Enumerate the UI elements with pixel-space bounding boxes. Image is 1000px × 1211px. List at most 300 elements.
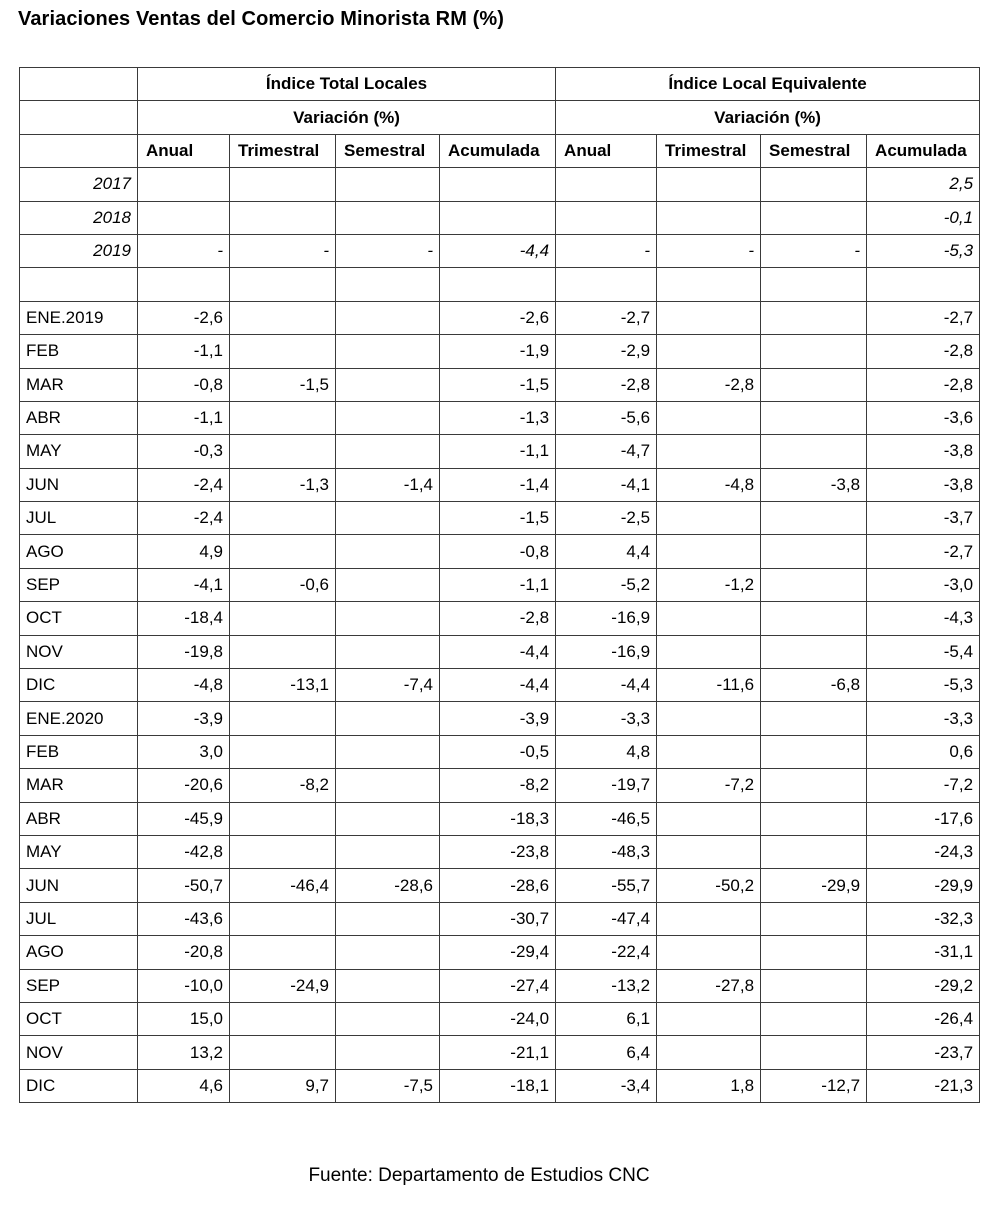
- month-row: [20, 835, 980, 868]
- column-header: Acumulada: [440, 134, 556, 167]
- value-cell: -27,8: [657, 969, 761, 1002]
- value-cell: [336, 902, 440, 935]
- value-cell: -29,4: [440, 936, 556, 969]
- value-cell: -4,8: [138, 669, 230, 702]
- value-cell: -50,2: [657, 869, 761, 902]
- value-cell: 6,1: [556, 1002, 657, 1035]
- value-cell: -24,0: [440, 1002, 556, 1035]
- column-header: Anual: [556, 134, 657, 167]
- row-label: DIC: [20, 669, 138, 702]
- value-cell: 2,5: [867, 168, 980, 201]
- column-header: Anual: [138, 134, 230, 167]
- value-cell: -4,4: [556, 669, 657, 702]
- row-label: OCT: [20, 1002, 138, 1035]
- value-cell: [761, 568, 867, 601]
- value-cell: -42,8: [138, 835, 230, 868]
- value-cell: [336, 635, 440, 668]
- value-cell: [657, 735, 761, 768]
- column-header: Acumulada: [867, 134, 980, 167]
- month-row: [20, 401, 980, 434]
- value-cell: [761, 1002, 867, 1035]
- month-row: [20, 702, 980, 735]
- row-label: MAR: [20, 769, 138, 802]
- column-header: Semestral: [761, 134, 867, 167]
- value-cell: [657, 902, 761, 935]
- value-cell: [230, 802, 336, 835]
- value-cell: -29,9: [761, 869, 867, 902]
- value-cell: [336, 1002, 440, 1035]
- value-cell: -47,4: [556, 902, 657, 935]
- value-cell: [336, 435, 440, 468]
- value-cell: -7,4: [336, 669, 440, 702]
- value-cell: -0,8: [440, 535, 556, 568]
- value-cell: -28,6: [336, 869, 440, 902]
- value-cell: [336, 535, 440, 568]
- value-cell: [761, 502, 867, 535]
- value-cell: -7,2: [657, 769, 761, 802]
- value-cell: -10,0: [138, 969, 230, 1002]
- value-cell: -7,2: [867, 769, 980, 802]
- header-corner: [20, 68, 138, 101]
- empty-cell: [440, 268, 556, 301]
- value-cell: -1,3: [440, 401, 556, 434]
- month-row: [20, 802, 980, 835]
- value-cell: [657, 1036, 761, 1069]
- value-cell: [230, 602, 336, 635]
- value-cell: [336, 702, 440, 735]
- value-cell: [336, 969, 440, 1002]
- value-cell: -3,7: [867, 502, 980, 535]
- value-cell: -46,4: [230, 869, 336, 902]
- value-cell: -1,5: [440, 368, 556, 401]
- row-label: FEB: [20, 335, 138, 368]
- empty-cell: [336, 268, 440, 301]
- value-cell: [761, 368, 867, 401]
- month-row: [20, 602, 980, 635]
- value-cell: -2,4: [138, 502, 230, 535]
- subgroup-header-local-equivalente: Variación (%): [556, 101, 980, 134]
- value-cell: [230, 1002, 336, 1035]
- value-cell: -2,8: [556, 368, 657, 401]
- row-label: AGO: [20, 936, 138, 969]
- value-cell: -16,9: [556, 635, 657, 668]
- page-title: Variaciones Ventas del Comercio Minorista RM (%): [18, 8, 505, 30]
- column-header: Trimestral: [657, 134, 761, 167]
- value-cell: -2,8: [440, 602, 556, 635]
- value-cell: [657, 435, 761, 468]
- value-cell: -2,7: [867, 301, 980, 334]
- value-cell: -23,7: [867, 1036, 980, 1069]
- row-label: 2017: [20, 168, 138, 201]
- value-cell: -22,4: [556, 936, 657, 969]
- value-cell: [230, 702, 336, 735]
- value-cell: [230, 502, 336, 535]
- value-cell: -32,3: [867, 902, 980, 935]
- month-row: [20, 635, 980, 668]
- value-cell: [761, 969, 867, 1002]
- value-cell: -8,2: [440, 769, 556, 802]
- value-cell: [230, 902, 336, 935]
- value-cell: -3,6: [867, 401, 980, 434]
- value-cell: [440, 168, 556, 201]
- value-cell: -3,3: [556, 702, 657, 735]
- value-cell: -2,6: [138, 301, 230, 334]
- value-cell: [761, 168, 867, 201]
- value-cell: [761, 301, 867, 334]
- value-cell: -21,1: [440, 1036, 556, 1069]
- value-cell: [336, 602, 440, 635]
- value-cell: 4,4: [556, 535, 657, 568]
- value-cell: [138, 168, 230, 201]
- row-label: SEP: [20, 969, 138, 1002]
- value-cell: [336, 802, 440, 835]
- header-corner: [20, 101, 138, 134]
- row-label: JUN: [20, 468, 138, 501]
- value-cell: -0,6: [230, 568, 336, 601]
- value-cell: [230, 201, 336, 234]
- value-cell: [230, 936, 336, 969]
- row-label: ENE.2020: [20, 702, 138, 735]
- value-cell: 6,4: [556, 1036, 657, 1069]
- row-label: DIC: [20, 1069, 138, 1102]
- value-cell: [761, 702, 867, 735]
- value-cell: [657, 335, 761, 368]
- value-cell: -16,9: [556, 602, 657, 635]
- value-cell: -4,1: [138, 568, 230, 601]
- value-cell: -55,7: [556, 869, 657, 902]
- value-cell: [556, 201, 657, 234]
- value-cell: [230, 535, 336, 568]
- month-row: [20, 435, 980, 468]
- value-cell: -2,9: [556, 335, 657, 368]
- value-cell: -43,6: [138, 902, 230, 935]
- empty-cell: [230, 268, 336, 301]
- value-cell: -1,4: [336, 468, 440, 501]
- value-cell: -3,4: [556, 1069, 657, 1102]
- value-cell: [336, 835, 440, 868]
- value-cell: [761, 435, 867, 468]
- value-cell: -11,6: [657, 669, 761, 702]
- month-row: [20, 368, 980, 401]
- value-cell: 4,9: [138, 535, 230, 568]
- value-cell: [230, 401, 336, 434]
- value-cell: -3,8: [761, 468, 867, 501]
- value-cell: -26,4: [867, 1002, 980, 1035]
- row-label: 2019: [20, 234, 138, 267]
- month-row: [20, 1069, 980, 1102]
- value-cell: -1,5: [440, 502, 556, 535]
- value-cell: -4,4: [440, 669, 556, 702]
- source-note: Fuente: Departamento de Estudios CNC: [308, 1165, 650, 1186]
- value-cell: 15,0: [138, 1002, 230, 1035]
- value-cell: [336, 769, 440, 802]
- value-cell: -45,9: [138, 802, 230, 835]
- value-cell: -1,1: [138, 401, 230, 434]
- value-cell: [761, 201, 867, 234]
- row-label: JUN: [20, 869, 138, 902]
- value-cell: 4,8: [556, 735, 657, 768]
- value-cell: [761, 635, 867, 668]
- value-cell: -: [761, 234, 867, 267]
- empty-cell: [867, 268, 980, 301]
- row-label: NOV: [20, 635, 138, 668]
- value-cell: -29,9: [867, 869, 980, 902]
- row-label: MAY: [20, 435, 138, 468]
- value-cell: -4,3: [867, 602, 980, 635]
- value-cell: [657, 702, 761, 735]
- value-cell: -18,3: [440, 802, 556, 835]
- value-cell: -0,1: [867, 201, 980, 234]
- value-cell: -1,1: [138, 335, 230, 368]
- value-cell: -46,5: [556, 802, 657, 835]
- empty-cell: [761, 268, 867, 301]
- row-label: NOV: [20, 1036, 138, 1069]
- value-cell: -19,7: [556, 769, 657, 802]
- value-cell: [230, 835, 336, 868]
- row-label: MAR: [20, 368, 138, 401]
- header-row-subgroups: [20, 101, 980, 134]
- value-cell: [657, 802, 761, 835]
- value-cell: -6,8: [761, 669, 867, 702]
- empty-cell: [556, 268, 657, 301]
- month-row: [20, 335, 980, 368]
- subgroup-header-total-locales: Variación (%): [138, 101, 556, 134]
- value-cell: [761, 1036, 867, 1069]
- value-cell: -27,4: [440, 969, 556, 1002]
- value-cell: -23,8: [440, 835, 556, 868]
- value-cell: [761, 835, 867, 868]
- value-cell: -20,6: [138, 769, 230, 802]
- value-cell: [336, 401, 440, 434]
- value-cell: -2,6: [440, 301, 556, 334]
- value-cell: -: [556, 234, 657, 267]
- value-cell: [657, 401, 761, 434]
- value-cell: [657, 635, 761, 668]
- year-row: [20, 168, 980, 201]
- value-cell: [336, 335, 440, 368]
- value-cell: [761, 902, 867, 935]
- value-cell: -8,2: [230, 769, 336, 802]
- column-header: Semestral: [336, 134, 440, 167]
- value-cell: -2,4: [138, 468, 230, 501]
- value-cell: [336, 502, 440, 535]
- value-cell: -20,8: [138, 936, 230, 969]
- value-cell: [761, 401, 867, 434]
- sales-variation-table: [19, 67, 980, 1103]
- value-cell: [230, 635, 336, 668]
- value-cell: -2,5: [556, 502, 657, 535]
- month-row: [20, 669, 980, 702]
- value-cell: -4,4: [440, 234, 556, 267]
- row-label: JUL: [20, 502, 138, 535]
- value-cell: -7,5: [336, 1069, 440, 1102]
- value-cell: [336, 168, 440, 201]
- value-cell: [230, 168, 336, 201]
- spacer-row: [20, 268, 980, 301]
- month-row: [20, 301, 980, 334]
- value-cell: -: [657, 234, 761, 267]
- value-cell: -2,8: [867, 335, 980, 368]
- value-cell: [230, 1036, 336, 1069]
- month-row: [20, 869, 980, 902]
- month-row: [20, 936, 980, 969]
- value-cell: [230, 301, 336, 334]
- value-cell: -0,5: [440, 735, 556, 768]
- value-cell: [657, 835, 761, 868]
- value-cell: -1,9: [440, 335, 556, 368]
- month-row: [20, 735, 980, 768]
- value-cell: [440, 201, 556, 234]
- value-cell: -1,2: [657, 568, 761, 601]
- month-row: [20, 969, 980, 1002]
- value-cell: -3,3: [867, 702, 980, 735]
- value-cell: -1,3: [230, 468, 336, 501]
- value-cell: -: [138, 234, 230, 267]
- month-row: [20, 1036, 980, 1069]
- empty-cell: [138, 268, 230, 301]
- value-cell: -17,6: [867, 802, 980, 835]
- value-cell: 9,7: [230, 1069, 336, 1102]
- value-cell: -3,8: [867, 435, 980, 468]
- value-cell: -0,3: [138, 435, 230, 468]
- value-cell: [761, 936, 867, 969]
- value-cell: -12,7: [761, 1069, 867, 1102]
- value-cell: 3,0: [138, 735, 230, 768]
- value-cell: -2,8: [657, 368, 761, 401]
- value-cell: -24,9: [230, 969, 336, 1002]
- value-cell: [138, 201, 230, 234]
- header-row-groups: [20, 68, 980, 101]
- value-cell: [761, 535, 867, 568]
- value-cell: [336, 568, 440, 601]
- value-cell: [230, 335, 336, 368]
- value-cell: [230, 735, 336, 768]
- month-row: [20, 769, 980, 802]
- value-cell: -1,4: [440, 468, 556, 501]
- month-row: [20, 502, 980, 535]
- value-cell: [336, 735, 440, 768]
- year-row: [20, 201, 980, 234]
- value-cell: [657, 936, 761, 969]
- row-label: ENE.2019: [20, 301, 138, 334]
- group-header-total-locales: Índice Total Locales: [138, 68, 556, 101]
- value-cell: -1,1: [440, 568, 556, 601]
- value-cell: -4,7: [556, 435, 657, 468]
- row-label: JUL: [20, 902, 138, 935]
- value-cell: [336, 1036, 440, 1069]
- value-cell: 1,8: [657, 1069, 761, 1102]
- year-row: [20, 234, 980, 267]
- value-cell: [657, 201, 761, 234]
- value-cell: -2,7: [867, 535, 980, 568]
- value-cell: [657, 301, 761, 334]
- row-label: ABR: [20, 401, 138, 434]
- empty-cell: [657, 268, 761, 301]
- value-cell: -13,2: [556, 969, 657, 1002]
- value-cell: 4,6: [138, 1069, 230, 1102]
- value-cell: -5,3: [867, 234, 980, 267]
- value-cell: [336, 936, 440, 969]
- value-cell: -29,2: [867, 969, 980, 1002]
- value-cell: [761, 602, 867, 635]
- row-label: MAY: [20, 835, 138, 868]
- value-cell: [761, 769, 867, 802]
- value-cell: -4,8: [657, 468, 761, 501]
- value-cell: [336, 301, 440, 334]
- value-cell: [336, 368, 440, 401]
- value-cell: -: [336, 234, 440, 267]
- value-cell: 13,2: [138, 1036, 230, 1069]
- value-cell: -4,1: [556, 468, 657, 501]
- value-cell: -4,4: [440, 635, 556, 668]
- value-cell: -3,8: [867, 468, 980, 501]
- value-cell: -2,8: [867, 368, 980, 401]
- value-cell: -24,3: [867, 835, 980, 868]
- value-cell: [336, 201, 440, 234]
- value-cell: [230, 435, 336, 468]
- value-cell: -13,1: [230, 669, 336, 702]
- value-cell: -5,4: [867, 635, 980, 668]
- value-cell: [761, 802, 867, 835]
- value-cell: -48,3: [556, 835, 657, 868]
- row-label: 2018: [20, 201, 138, 234]
- row-label: ABR: [20, 802, 138, 835]
- value-cell: -28,6: [440, 869, 556, 902]
- value-cell: -5,6: [556, 401, 657, 434]
- value-cell: [657, 1002, 761, 1035]
- empty-cell: [20, 268, 138, 301]
- group-header-local-equivalente: Índice Local Equivalente: [556, 68, 980, 101]
- column-header: Trimestral: [230, 134, 336, 167]
- month-row: [20, 535, 980, 568]
- value-cell: -1,1: [440, 435, 556, 468]
- value-cell: -31,1: [867, 936, 980, 969]
- value-cell: -3,9: [440, 702, 556, 735]
- value-cell: [657, 502, 761, 535]
- header-row-columns: [20, 134, 980, 167]
- value-cell: -18,1: [440, 1069, 556, 1102]
- value-cell: -: [230, 234, 336, 267]
- value-cell: [657, 168, 761, 201]
- row-label: AGO: [20, 535, 138, 568]
- value-cell: -50,7: [138, 869, 230, 902]
- value-cell: -5,2: [556, 568, 657, 601]
- month-row: [20, 902, 980, 935]
- value-cell: -21,3: [867, 1069, 980, 1102]
- row-label: OCT: [20, 602, 138, 635]
- value-cell: [657, 602, 761, 635]
- row-label: FEB: [20, 735, 138, 768]
- value-cell: [761, 335, 867, 368]
- value-cell: -2,7: [556, 301, 657, 334]
- value-cell: -30,7: [440, 902, 556, 935]
- value-cell: -19,8: [138, 635, 230, 668]
- row-label: SEP: [20, 568, 138, 601]
- header-corner: [20, 134, 138, 167]
- month-row: [20, 568, 980, 601]
- value-cell: -3,9: [138, 702, 230, 735]
- value-cell: -18,4: [138, 602, 230, 635]
- value-cell: -0,8: [138, 368, 230, 401]
- month-row: [20, 468, 980, 501]
- value-cell: [761, 735, 867, 768]
- month-row: [20, 1002, 980, 1035]
- value-cell: -3,0: [867, 568, 980, 601]
- value-cell: 0,6: [867, 735, 980, 768]
- value-cell: [556, 168, 657, 201]
- value-cell: -5,3: [867, 669, 980, 702]
- value-cell: [657, 535, 761, 568]
